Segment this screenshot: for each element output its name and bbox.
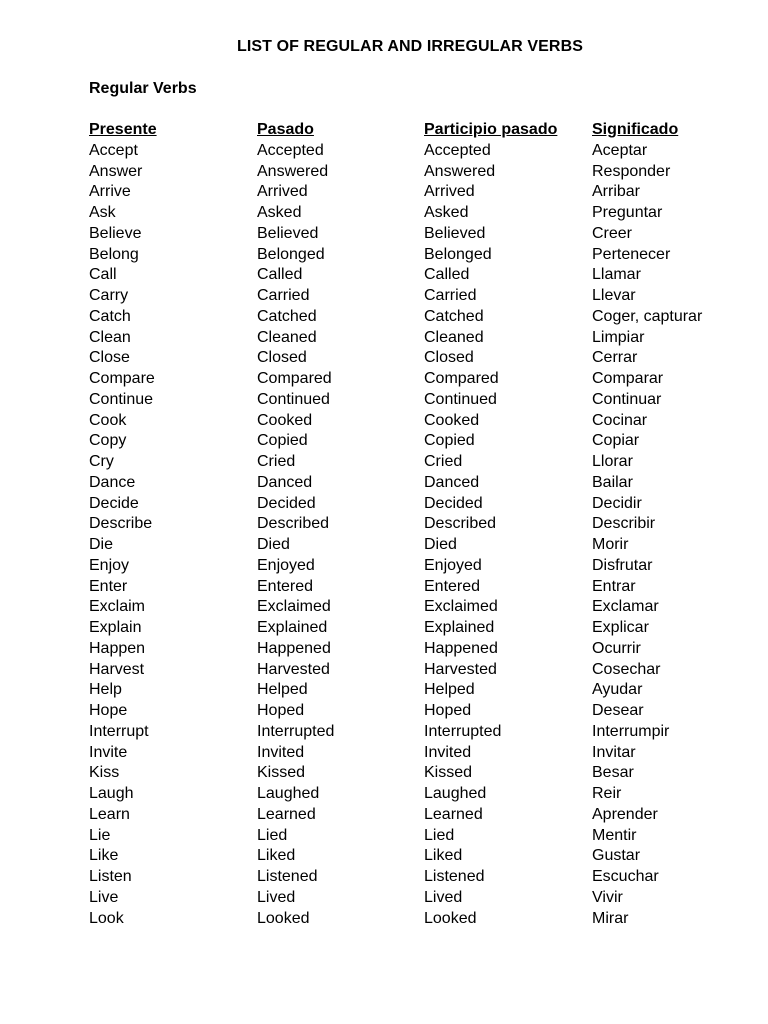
presente-cell: Like [89, 847, 119, 865]
participio-cell: Closed [424, 349, 474, 367]
participio-cell: Decided [424, 494, 483, 512]
presente-cell: Enter [89, 577, 128, 595]
table-row [89, 265, 762, 286]
significado-cell: Pertenecer [592, 245, 671, 263]
presente-cell: Look [89, 909, 124, 927]
participio-cell: Died [424, 536, 457, 553]
presente-cell: Answer [89, 162, 143, 180]
table-row [89, 328, 762, 349]
presente-cell: Believe [89, 224, 142, 242]
presente-cell: Belong [89, 245, 139, 263]
significado-cell: Mentir [592, 826, 637, 844]
table-row [89, 245, 762, 266]
presente-cell: Describe [89, 515, 153, 533]
table-row [89, 618, 762, 639]
significado-cell: Interrumpir [592, 722, 670, 740]
presente-cell: Close [89, 349, 130, 367]
participio-cell: Arrived [424, 183, 475, 201]
table-row [89, 701, 762, 722]
participio-cell: Cooked [424, 411, 480, 429]
regular-verbs-table [89, 120, 762, 929]
table-row [89, 660, 762, 681]
presente-cell: Cook [89, 411, 127, 429]
significado-cell: Reir [592, 785, 622, 802]
pasado-cell: Decided [257, 494, 316, 512]
pasado-cell: Hoped [257, 702, 305, 719]
pasado-cell: Invited [257, 743, 305, 761]
participio-cell: Explained [424, 619, 495, 636]
participio-cell: Compared [424, 370, 499, 387]
presente-cell: Harvest [89, 660, 145, 678]
table-row [89, 494, 762, 515]
participio-cell: Belonged [424, 245, 492, 263]
pasado-cell: Interrupted [257, 722, 335, 740]
pasado-cell: Explained [257, 619, 328, 636]
significado-cell: Creer [592, 224, 633, 242]
pasado-cell: Accepted [257, 141, 324, 159]
participio-cell: Happened [424, 639, 498, 657]
table-row [89, 224, 762, 245]
presente-cell: Copy [89, 432, 127, 450]
pasado-cell: Entered [257, 577, 314, 595]
pasado-cell: Kissed [257, 764, 306, 782]
pasado-cell: Looked [257, 909, 310, 927]
pasado-cell: Asked [257, 204, 302, 221]
significado-cell: Invitar [592, 743, 636, 761]
table-row [89, 473, 762, 494]
significado-cell: Escuchar [592, 868, 659, 885]
presente-cell: Live [89, 888, 119, 906]
significado-cell: Cocinar [592, 411, 648, 429]
presente-cell: Laugh [89, 785, 134, 802]
significado-cell: Copiar [592, 432, 640, 450]
significado-cell: Arribar [592, 183, 641, 201]
participio-cell: Hoped [424, 702, 472, 719]
table-row [89, 556, 762, 577]
participio-cell: Continued [424, 390, 497, 408]
significado-cell: Disfrutar [592, 556, 653, 574]
pasado-cell: Compared [257, 370, 332, 387]
participio-cell: Described [424, 515, 497, 533]
column-header-presente: Presente [89, 121, 157, 138]
table-row [89, 743, 762, 764]
presente-cell: Continue [89, 390, 154, 408]
table-row [89, 639, 762, 660]
presente-cell: Kiss [89, 764, 120, 782]
presente-cell: Arrive [89, 183, 131, 201]
pasado-cell: Called [257, 266, 303, 284]
table-row [89, 203, 762, 224]
significado-cell: Describir [592, 515, 656, 533]
pasado-cell: Belonged [257, 245, 325, 263]
pasado-cell: Carried [257, 287, 310, 304]
significado-cell: Cosechar [592, 660, 661, 678]
table-row [89, 888, 762, 909]
table-header-row [89, 120, 762, 141]
participio-cell: Helped [424, 681, 475, 699]
column-header-participio-pasado: Participio pasado [424, 121, 558, 138]
presente-cell: Enjoy [89, 556, 130, 574]
participio-cell: Liked [424, 847, 463, 865]
section-heading-regular-verbs: Regular Verbs [89, 80, 197, 97]
pasado-cell: Cried [257, 453, 296, 470]
table-header [89, 120, 762, 141]
table-row [89, 307, 762, 328]
participio-cell: Harvested [424, 660, 497, 678]
table-row [89, 763, 762, 784]
presente-cell: Clean [89, 328, 131, 346]
table-row [89, 597, 762, 618]
presente-cell: Listen [89, 868, 132, 885]
table-row [89, 411, 762, 432]
table-row [89, 846, 762, 867]
presente-cell: Explain [89, 619, 142, 636]
table-row [89, 535, 762, 556]
pasado-cell: Arrived [257, 183, 308, 201]
significado-cell: Ayudar [592, 681, 643, 699]
participio-cell: Copied [424, 432, 475, 450]
pasado-cell: Helped [257, 681, 308, 699]
column-header-significado: Significado [592, 121, 679, 138]
table-row [89, 348, 762, 369]
table-row [89, 141, 762, 162]
presente-cell: Cry [89, 453, 114, 470]
participio-cell: Exclaimed [424, 598, 498, 616]
participio-cell: Looked [424, 909, 477, 927]
significado-cell: Vivir [592, 888, 623, 906]
pasado-cell: Continued [257, 390, 330, 408]
participio-cell: Entered [424, 577, 481, 595]
presente-cell: Lie [89, 826, 111, 844]
presente-cell: Happen [89, 639, 146, 657]
table-row [89, 826, 762, 847]
significado-cell: Llorar [592, 453, 633, 470]
participio-cell: Carried [424, 287, 477, 304]
table-row [89, 680, 762, 701]
table-row [89, 722, 762, 743]
table-row [89, 286, 762, 307]
table-row [89, 577, 762, 598]
pasado-cell: Enjoyed [257, 556, 315, 574]
participio-cell: Accepted [424, 141, 491, 159]
pasado-cell: Exclaimed [257, 598, 331, 616]
table-row [89, 452, 762, 473]
presente-cell: Dance [89, 473, 136, 491]
pasado-cell: Died [257, 536, 290, 553]
presente-cell: Call [89, 266, 117, 284]
significado-cell: Responder [592, 162, 671, 180]
pasado-cell: Copied [257, 432, 308, 450]
pasado-cell: Danced [257, 473, 313, 491]
table-row [89, 431, 762, 452]
participio-cell: Asked [424, 204, 469, 221]
significado-cell: Ocurrir [592, 639, 641, 657]
participio-cell: Answered [424, 162, 496, 180]
pasado-cell: Catched [257, 307, 317, 325]
participio-cell: Invited [424, 743, 472, 761]
significado-cell: Explicar [592, 619, 649, 636]
participio-cell: Listened [424, 868, 485, 885]
presente-cell: Exclaim [89, 598, 146, 616]
significado-cell: Aceptar [592, 141, 648, 159]
pasado-cell: Learned [257, 805, 316, 823]
table-row [89, 369, 762, 390]
table-body [89, 141, 762, 930]
presente-cell: Interrupt [89, 722, 149, 740]
significado-cell: Gustar [592, 847, 641, 865]
table-row [89, 390, 762, 411]
table-row [89, 514, 762, 535]
participio-cell: Called [424, 266, 470, 284]
table-row [89, 867, 762, 888]
significado-cell: Continuar [592, 390, 662, 408]
pasado-cell: Listened [257, 868, 318, 885]
participio-cell: Laughed [424, 785, 487, 802]
table-row [89, 805, 762, 826]
significado-cell: Comparar [592, 370, 664, 387]
document-title: LIST OF REGULAR AND IRREGULAR VERBS [236, 38, 584, 55]
participio-cell: Lied [424, 826, 455, 844]
table-row [89, 784, 762, 805]
presente-cell: Invite [89, 743, 128, 761]
pasado-cell: Harvested [257, 660, 330, 678]
participio-cell: Lived [424, 888, 463, 906]
pasado-cell: Lived [257, 888, 296, 906]
significado-cell: Cerrar [592, 349, 638, 367]
participio-cell: Kissed [424, 764, 473, 782]
pasado-cell: Cooked [257, 411, 313, 429]
pasado-cell: Lied [257, 826, 288, 844]
presente-cell: Catch [89, 307, 131, 325]
significado-cell: Preguntar [592, 204, 663, 221]
significado-cell: Aprender [592, 805, 658, 823]
significado-cell: Exclamar [592, 598, 659, 616]
column-header-pasado: Pasado [257, 121, 314, 138]
presente-cell: Accept [89, 141, 138, 159]
significado-cell: Besar [592, 764, 634, 782]
participio-cell: Believed [424, 224, 486, 242]
presente-cell: Decide [89, 494, 139, 512]
pasado-cell: Answered [257, 162, 329, 180]
significado-cell: Limpiar [592, 328, 645, 346]
presente-cell: Hope [89, 702, 128, 719]
presente-cell: Ask [89, 204, 116, 221]
pasado-cell: Closed [257, 349, 307, 367]
significado-cell: Llevar [592, 287, 636, 304]
significado-cell: Morir [592, 536, 629, 553]
participio-cell: Interrupted [424, 722, 502, 740]
pasado-cell: Cleaned [257, 328, 317, 346]
significado-cell: Coger, capturar [592, 307, 703, 325]
pasado-cell: Described [257, 515, 330, 533]
participio-cell: Cleaned [424, 328, 484, 346]
participio-cell: Catched [424, 307, 484, 325]
participio-cell: Enjoyed [424, 556, 482, 574]
significado-cell: Llamar [592, 266, 641, 284]
pasado-cell: Happened [257, 639, 331, 657]
presente-cell: Carry [89, 287, 129, 304]
significado-cell: Decidir [592, 494, 642, 512]
significado-cell: Mirar [592, 909, 629, 927]
significado-cell: Desear [592, 702, 644, 719]
pasado-cell: Believed [257, 224, 319, 242]
table-row [89, 182, 762, 203]
presente-cell: Help [89, 681, 122, 699]
participio-cell: Danced [424, 473, 480, 491]
pasado-cell: Liked [257, 847, 296, 865]
significado-cell: Bailar [592, 473, 633, 491]
participio-cell: Learned [424, 805, 483, 823]
presente-cell: Compare [89, 370, 155, 387]
presente-cell: Die [89, 536, 114, 553]
pasado-cell: Laughed [257, 785, 320, 802]
table-row [89, 162, 762, 183]
participio-cell: Cried [424, 453, 463, 470]
significado-cell: Entrar [592, 577, 636, 595]
presente-cell: Learn [89, 805, 130, 823]
table-row [89, 909, 762, 930]
